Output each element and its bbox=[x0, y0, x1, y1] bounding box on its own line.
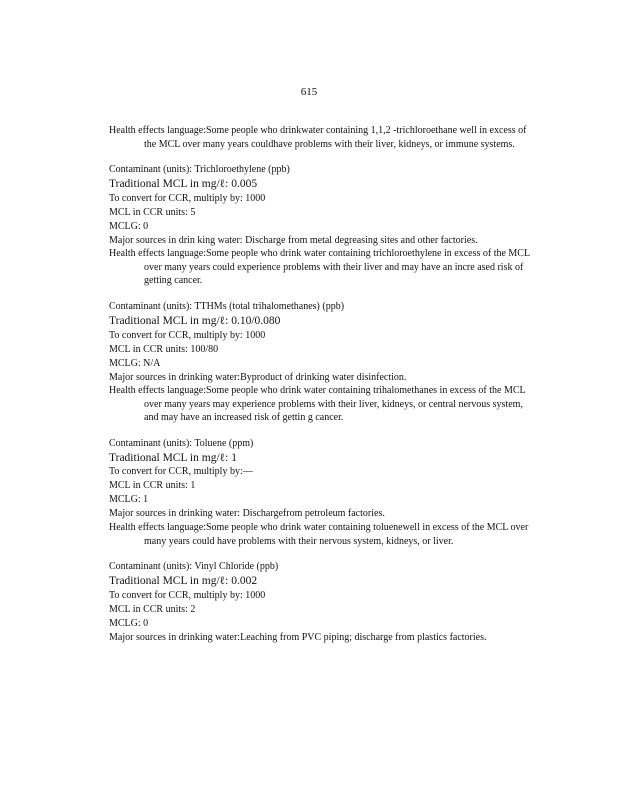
document-body bbox=[109, 124, 534, 656]
convert-factor: To convert for CCR, multiply by: 1000 bbox=[109, 192, 266, 204]
mclg: MCLG: 0 bbox=[109, 220, 149, 232]
major-sources: Major sources in drinking water:Leaching from PVC piping; discharge from plastics factories. bbox=[109, 631, 487, 643]
mcl-ccr-units: MCL in CCR units: 100/80 bbox=[109, 343, 219, 355]
mcl-ccr-units: MCL in CCR units: 2 bbox=[109, 603, 196, 615]
major-sources: Major sources in drinking water: Dischargefrom petroleum factories. bbox=[109, 508, 385, 520]
mclg: MCLG: N/A bbox=[109, 357, 161, 369]
traditional-mcl: Traditional MCL in mg/ℓ: 0.002 bbox=[109, 575, 258, 588]
convert-factor: To convert for CCR, multiply by: 1000 bbox=[109, 329, 266, 341]
traditional-mcl: Traditional MCL in mg/ℓ: 0.10/0.080 bbox=[109, 315, 281, 328]
traditional-mcl: Traditional MCL in mg/ℓ: 1 bbox=[109, 451, 237, 464]
traditional-mcl: Traditional MCL in mg/ℓ: 0.005 bbox=[109, 178, 258, 191]
contaminant-block-tthms bbox=[109, 300, 534, 425]
health-effects-text: Health effects language:Some people who drinkwater containing 1,1,2 -trichloroethane well in excess of the MCL over many years couldhave problems with their liver, kidneys, or immune systems. bbox=[109, 125, 527, 150]
mcl-ccr-units: MCL in CCR units: 1 bbox=[109, 480, 196, 492]
contaminant-block-vinyl-chloride bbox=[109, 560, 534, 644]
health-effects-text: Health effects language:Some people who drink water containing trihalomethanes in excess of the MCL over many years may experience problems with their liver, kidneys, or central nervous system, and may have an increased risk of gettin g cancer. bbox=[109, 385, 526, 424]
contaminant-block-toluene bbox=[109, 437, 534, 548]
contaminant-heading: Contaminant (units): Vinyl Chloride (ppb) bbox=[109, 561, 279, 573]
major-sources: Major sources in drinking water:Byproduct of drinking water disinfection. bbox=[109, 371, 407, 383]
contaminant-heading: Contaminant (units): TTHMs (total trihalomethanes) (ppb) bbox=[109, 301, 345, 313]
mclg: MCLG: 0 bbox=[109, 617, 149, 629]
page-number: 615 bbox=[300, 86, 318, 98]
mclg: MCLG: 1 bbox=[109, 494, 149, 506]
contaminant-block-trichloroethylene bbox=[109, 163, 534, 288]
intro-block bbox=[109, 124, 534, 151]
mcl-ccr-units: MCL in CCR units: 5 bbox=[109, 206, 196, 218]
health-effects-text: Health effects language:Some people who drink water containing toluenewell in excess of the MCL over many years could have problems with their nervous system, kidneys, or liver. bbox=[109, 522, 529, 547]
health-effects-text: Health effects language:Some people who drink water containing trichloroethylene in excess of the MCL over many years could experience problems with their liver and may have an incre ased risk of getting cancer. bbox=[109, 248, 530, 287]
contaminant-heading: Contaminant (units): Toluene (ppm) bbox=[109, 437, 254, 449]
contaminant-heading: Contaminant (units): Trichloroethylene (ppb) bbox=[109, 164, 290, 176]
major-sources: Major sources in drin king water: Discharge from metal degreasing sites and other factories. bbox=[109, 234, 478, 246]
convert-factor: To convert for CCR, multiply by:— bbox=[109, 466, 253, 478]
convert-factor: To convert for CCR, multiply by: 1000 bbox=[109, 589, 266, 601]
